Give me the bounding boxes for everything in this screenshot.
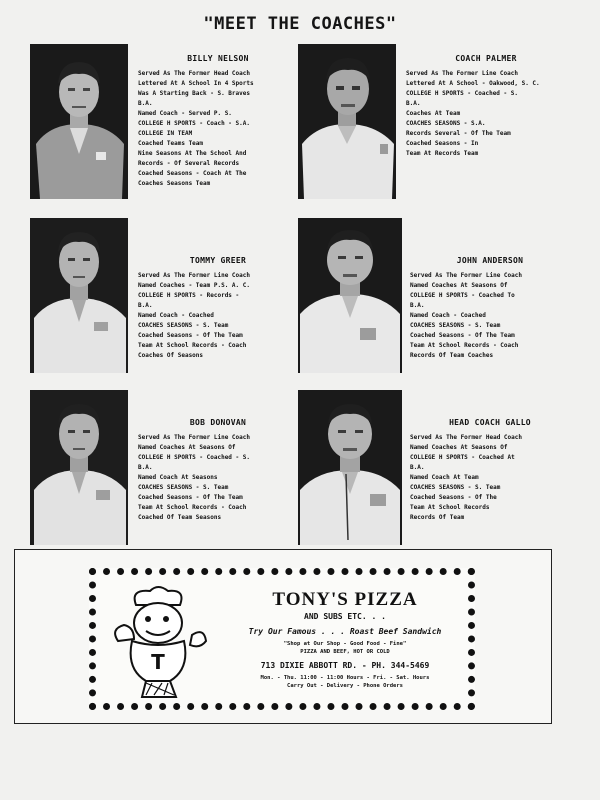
bio-line: Coaches Seasons Team xyxy=(138,180,211,187)
bio-line: Team At School Records - Coach xyxy=(410,342,519,349)
bio-line: COACHES SEASONS - S. Team xyxy=(410,484,501,491)
mascot-letter: T xyxy=(151,650,165,674)
coach-card xyxy=(30,390,300,550)
coach-name: BOB DONOVAN xyxy=(189,418,247,427)
coach-card xyxy=(30,218,300,378)
coach-photo xyxy=(30,44,128,199)
bio-line: B.A. xyxy=(410,464,425,471)
bio-line: Named Coach At Team xyxy=(410,474,479,481)
ad-title: TONY'S PIZZA xyxy=(272,589,418,610)
bio-line: COLLEGE H SPORTS - Coached - S. xyxy=(138,454,250,461)
coach-name: TOMMY GREER xyxy=(189,256,247,265)
bio-line: Named Coaches At Seasons Of xyxy=(410,282,508,289)
bio-line: B.A. xyxy=(138,464,153,471)
bio-line: Named Coaches At Seasons Of xyxy=(138,444,236,451)
coach-name: COACH PALMER xyxy=(455,54,517,63)
coach-card xyxy=(30,44,300,204)
coach-name: HEAD COACH GALLO xyxy=(449,418,531,427)
bio-line: Team At School Records - Coach xyxy=(138,342,247,349)
bio-line: B.A. xyxy=(138,302,153,309)
coach-card xyxy=(298,390,568,550)
bio-line: Nine Seasons At The School And xyxy=(138,150,247,157)
bio-line: Named Coach At Seasons xyxy=(138,474,218,481)
coach-name: JOHN ANDERSON xyxy=(456,256,524,265)
bio-line: Coached Seasons - In xyxy=(406,140,479,147)
bio-line: Coached Seasons - Of The Team xyxy=(138,494,243,501)
bio-line: COACHES SEASONS - S. Team xyxy=(138,322,229,329)
bio-line: Team At School Records - Coach xyxy=(138,504,247,511)
ad-hours-line: Mon. - Thu. 11:00 - 11:00 Hours - Fri. - Sat. Hours xyxy=(260,675,430,681)
bio-line: COACHES SEASONS - S. Team xyxy=(138,484,229,491)
ad-address: 713 DIXIE ABBOTT RD. - PH. 344-5469 xyxy=(260,661,430,670)
bio-line: COLLEGE H SPORTS - Coach - S.A. xyxy=(138,120,250,127)
ad-hours-line: Carry Out - Delivery - Phone Orders xyxy=(287,683,403,689)
bio-line: Served As The Former Line Coach xyxy=(406,70,518,77)
bio-line: Lettered At A School In 4 Sports xyxy=(138,80,254,87)
ad-tagline: Try Our Famous . . . Roast Beef Sandwich xyxy=(248,627,442,636)
coach-photo xyxy=(298,390,402,545)
coach-name: BILLY NELSON xyxy=(187,54,249,63)
coach-photo xyxy=(30,390,128,545)
bio-line: Served As The Former Line Coach xyxy=(138,272,250,279)
coach-card xyxy=(298,218,568,378)
bio-line: Records Of Team Coaches xyxy=(410,352,494,359)
coach-photo xyxy=(298,44,396,199)
bio-line: Coached Seasons - Coach At The xyxy=(138,170,247,177)
coach-bio xyxy=(410,418,570,523)
ad-subtitle: AND SUBS ETC. . . xyxy=(304,612,386,621)
bio-line: Was A Starting Back - S. Braves xyxy=(138,90,250,97)
coach-bio xyxy=(406,54,566,159)
ad-small-line: "Shop at Our Shop - Good Food - Fine" xyxy=(283,641,407,647)
coach-photo xyxy=(298,218,402,373)
coach-bio xyxy=(410,256,570,361)
bio-line: Named Coach - Coached xyxy=(138,312,214,319)
bio-line: COLLEGE H SPORTS - Coached To xyxy=(410,292,515,299)
bio-line: Served As The Former Line Coach xyxy=(410,272,522,279)
bio-line: Named Coaches At Seasons Of xyxy=(410,444,508,451)
bio-line: Coached Seasons - Of The xyxy=(410,494,497,501)
bio-line: Coached Seasons - Of The Team xyxy=(138,332,243,339)
bio-line: B.A. xyxy=(406,100,421,107)
bio-line: Named Coach - Coached xyxy=(410,312,486,319)
bio-line: COLLEGE H SPORTS - Coached At xyxy=(410,454,515,461)
bio-line: Served As The Former Head Coach xyxy=(410,434,522,441)
bio-line: COACHES SEASONS - S.A. xyxy=(406,120,486,127)
bio-line: Records Several - Of The Team xyxy=(406,130,511,137)
page-title: "MEET THE COACHES" xyxy=(203,14,397,34)
bio-line: Coached Seasons - Of The Team xyxy=(410,332,515,339)
bio-line: Coaches At Team xyxy=(406,110,461,117)
bio-line: COLLEGE IN TEAM xyxy=(138,130,193,137)
bio-line: Coached Of Team Seasons xyxy=(138,514,222,521)
coach-bio xyxy=(138,54,298,189)
bio-line: Team At Records Team xyxy=(406,150,479,157)
bio-line: Named Coaches - Team P.S. A. C. xyxy=(138,282,250,289)
coach-card xyxy=(298,44,568,204)
bio-line: Served As The Former Head Coach xyxy=(138,70,250,77)
bio-line: B.A. xyxy=(410,302,425,309)
pizza-chef-mascot-icon xyxy=(106,583,210,703)
bio-line: Named Coach - Served P. S. xyxy=(138,110,232,117)
bio-line: Records Of Team xyxy=(410,514,465,521)
bio-line: Served As The Former Line Coach xyxy=(138,434,250,441)
ad-small-line: PIZZA AND BEEF, HOT OR COLD xyxy=(300,649,390,655)
bio-line: COLLEGE H SPORTS - Records - xyxy=(138,292,240,299)
bio-line: COACHES SEASONS - S. Team xyxy=(410,322,501,329)
coach-bio xyxy=(138,418,298,523)
bio-line: Records - Of Several Records xyxy=(138,160,240,167)
ad-checkered-border xyxy=(89,568,475,710)
coach-bio xyxy=(138,256,298,361)
bio-line: Lettered At A School - Oakwood, S. C. xyxy=(406,80,540,87)
coach-photo xyxy=(30,218,128,373)
ad-text-block xyxy=(214,589,476,690)
bio-line: Team At School Records xyxy=(410,504,490,511)
bio-line: Coached Teams Team xyxy=(138,140,204,147)
advertisement xyxy=(14,549,552,724)
bio-line: B.A. xyxy=(138,100,153,107)
bio-line: Coaches Of Seasons xyxy=(138,352,204,359)
bio-line: COLLEGE H SPORTS - Coached - S. xyxy=(406,90,518,97)
